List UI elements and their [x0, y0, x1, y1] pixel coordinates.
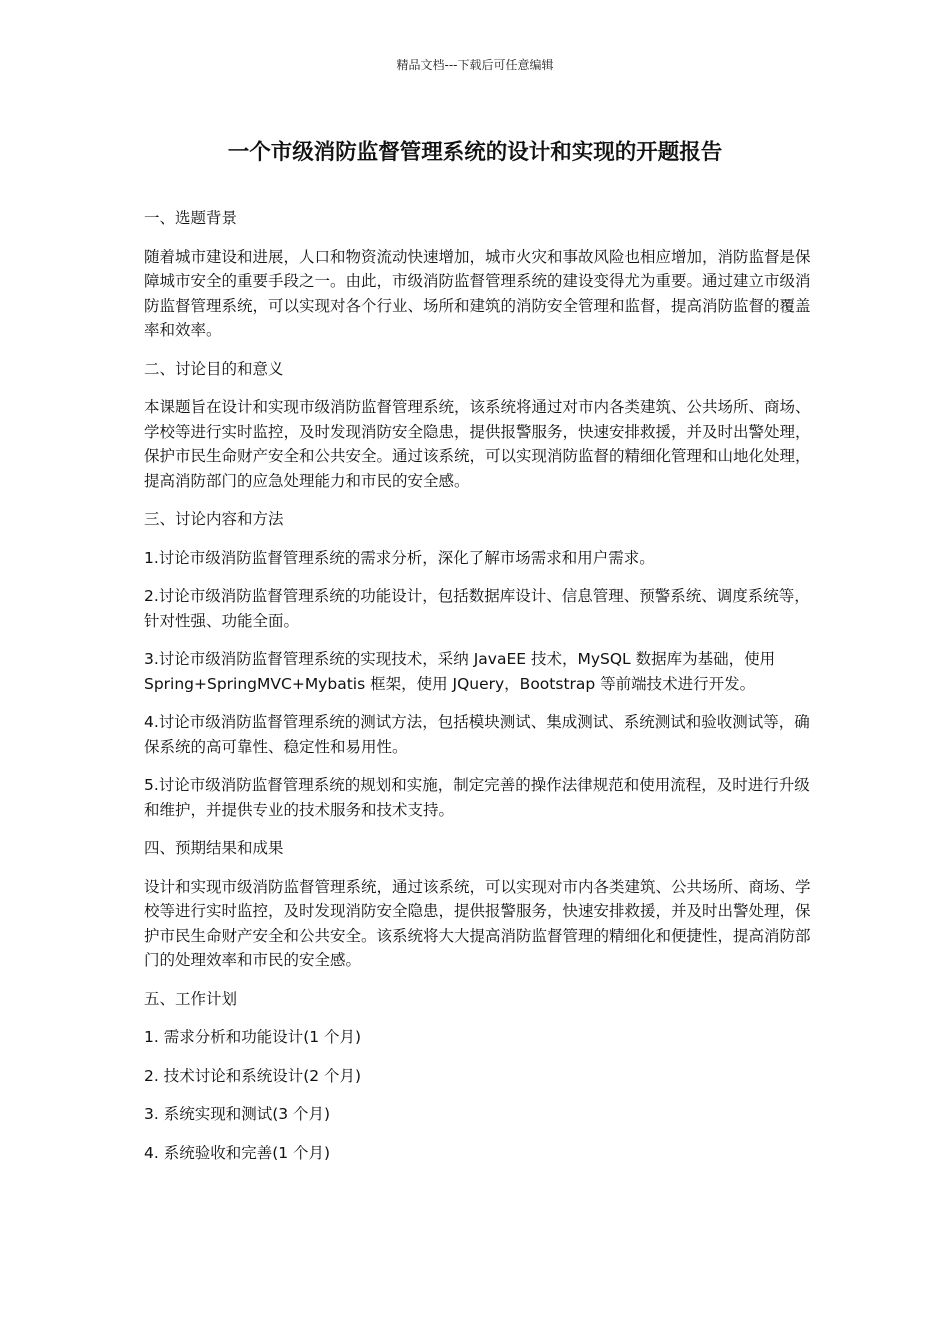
list-item: 4.讨论市级消防监督管理系统的测试方法，包括模块测试、集成测试、系统测试和验收测试等，确保系统的高可靠性、稳定性和易用性。	[144, 713, 810, 756]
list-item: 5.讨论市级消防监督管理系统的规划和实施，制定完善的操作法律规范和使用流程，及时进行升级和维护，并提供专业的技术服务和技术支持。	[144, 776, 810, 819]
section-heading-work-plan: 五、工作计划	[144, 989, 238, 1008]
paragraph-background: 随着城市建设和进展，人口和物资流动快速增加，城市火灾和事故风险也相应增加，消防监督是保障城市安全的重要手段之一。由此，市级消防监督管理系统的建设变得尤为重要。通过建立市级消防监督管理系统，可以实现对各个行业、场所和建筑的消防安全管理和监督，提高消防监督的覆盖率和效率。	[144, 247, 811, 339]
list-item: 1.讨论市级消防监督管理系统的需求分析，深化了解市场需求和用户需求。	[144, 548, 655, 567]
paragraph-expected-results: 设计和实现市级消防监督管理系统，通过该系统，可以实现对市内各类建筑、公共场所、商场、学校等进行实时监控，及时发现消防安全隐患，提供报警服务，快速安排救援，并及时出警处理，保护市民生命财产安全和公共安全。该系统将大大提高消防监督管理的精细化和便捷性，提高消防部门的处理效率和市民的安全感。	[144, 877, 811, 969]
plan-item: 4. 系统验收和完善(1 个月)	[144, 1143, 331, 1162]
header-note: 精品文档---下载后可任意编辑	[396, 58, 554, 72]
section-heading-expected-results: 四、预期结果和成果	[144, 839, 284, 857]
list-item: 2.讨论市级消防监督管理系统的功能设计，包括数据库设计、信息管理、预警系统、调度系统等，针对性强、功能全面。	[144, 587, 810, 630]
plan-item: 2. 技术讨论和系统设计(2 个月)	[144, 1066, 362, 1085]
section-heading-content-methods: 三、讨论内容和方法	[144, 510, 284, 528]
paragraph-purpose: 本课题旨在设计和实现市级消防监督管理系统，该系统将通过对市内各类建筑、公共场所、商场、学校等进行实时监控，及时发现消防安全隐患，提供报警服务，快速安排救援，并及时出警处理，保护市民生命财产安全和公共安全。通过该系统，可以实现消防监督的精细化管理和山地化处理，提高消防部门的应急处理能力和市民的安全感。	[144, 398, 811, 490]
document-body	[144, 206, 812, 1179]
section-heading-purpose: 二、讨论目的和意义	[144, 359, 284, 378]
list-item: 3.讨论市级消防监督管理系统的实现技术，采纳 JavaEE 技术，MySQL 数据库为基础，使用 Spring+SpringMVC+Mybatis 框架，使用 JQuery，Bootstrap 等前端技术进行开发。	[144, 650, 776, 693]
document-title: 一个市级消防监督管理系统的设计和实现的开题报告	[227, 140, 723, 165]
plan-item: 1. 需求分析和功能设计(1 个月)	[144, 1028, 362, 1046]
section-heading-background: 一、选题背景	[144, 209, 238, 227]
plan-item: 3. 系统实现和测试(3 个月)	[144, 1105, 331, 1123]
